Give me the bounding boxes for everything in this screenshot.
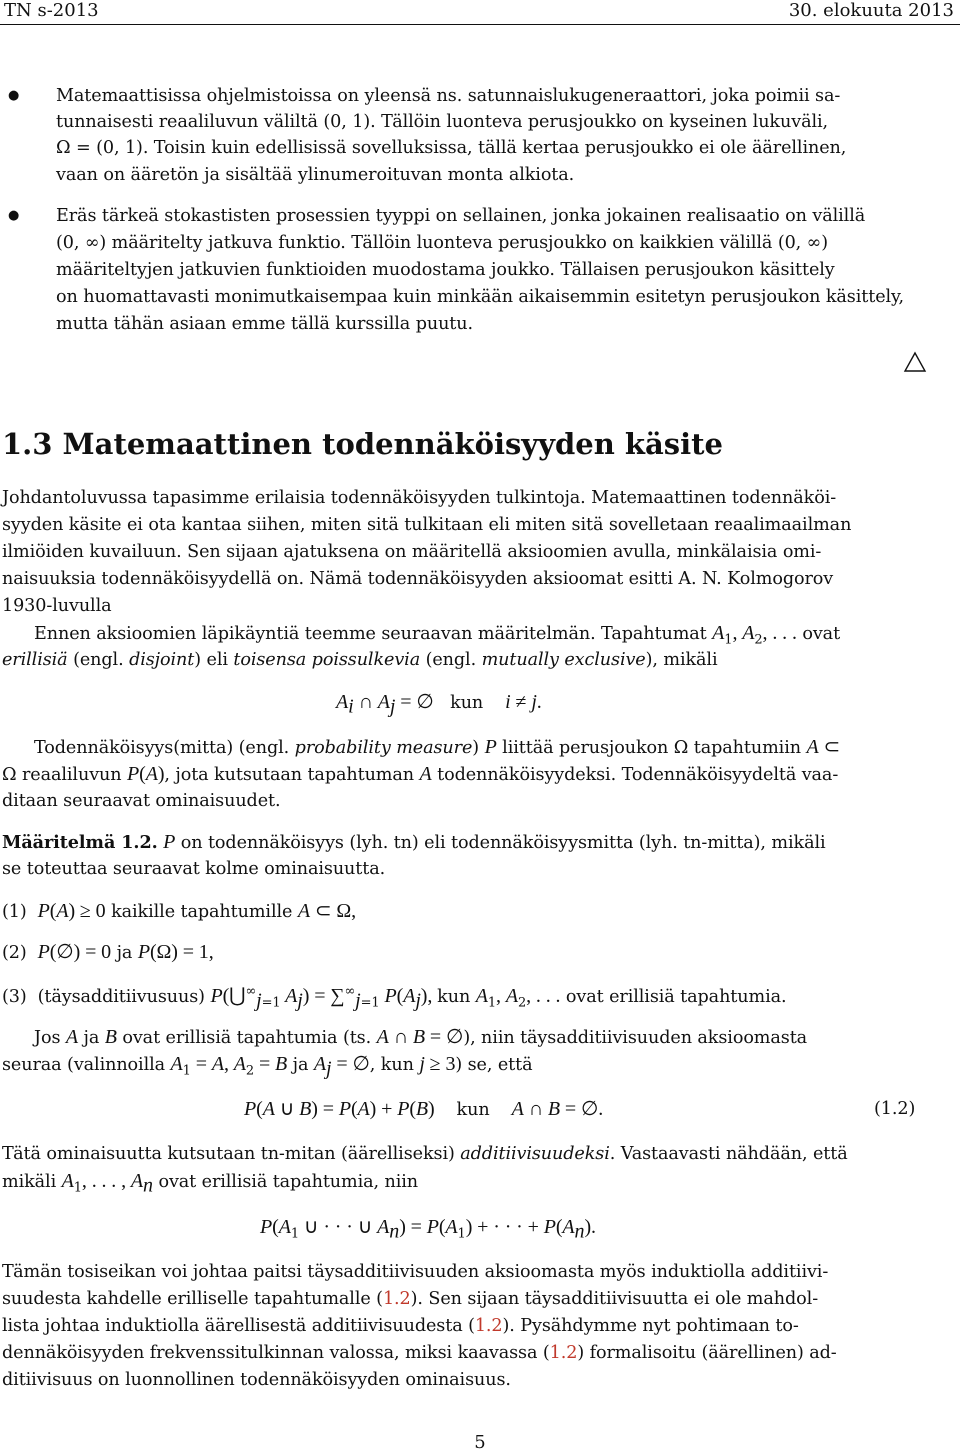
bullet-dot: ● bbox=[8, 88, 20, 103]
para-line: Tätä ominaisuutta kutsutaan tn-mitan (äärelliseksi) additiivisuudeksi. Vastaavasti nähdään, että bbox=[2, 1144, 848, 1164]
equation-ref-link[interactable]: 1.2 bbox=[382, 1289, 411, 1309]
bullet2-line: Eräs tärkeä stokastisten prosessien tyyppi on sellainen, jonka jokainen realisaatio on välillä bbox=[56, 206, 866, 226]
bullet2-line: (0, ∞) määritelty jatkuva funktio. Tällöin luonteva perusjoukko on kaikkien välillä (0, ∞) bbox=[56, 233, 828, 253]
end-of-example-triangle-icon bbox=[903, 351, 927, 373]
bullet2-line: on huomattavasti monimutkaisempaa kuin minkään aikaisemmin esitetyn perusjoukon käsittely, bbox=[56, 287, 905, 307]
definition-line: Määritelmä 1.2. P on todennäköisyys (lyh. tn) eli todennäköisyysmitta (lyh. tn-mitta), mikäli bbox=[2, 831, 826, 853]
page-number: 5 bbox=[474, 1432, 486, 1453]
axiom-3: (3) (täysadditiivusuus) $P(⋃^\infty_{j=1}$ $A_j) = \sum^\infty_{j=1}$ $P(A_j)$, kun $A_1$, $A_2$, . . . ovat erillisiä tapahtumia. bbox=[2, 984, 787, 1012]
definition-label: Määritelmä 1.2. bbox=[2, 832, 158, 853]
additivity-equation: $P(A_1$ ∪ · · · ∪ $A_n) = P(A_1)$ + · · · + $P(A_n)$. bbox=[260, 1216, 596, 1243]
disjoint-line: erillisiä (engl. disjoint) eli toisensa poissulkevia (engl. mutually exclusive), mikäli bbox=[2, 650, 718, 670]
axiom-1: (1) P(A) ≥ 0 kaikille tapahtumille A ⊂ Ω, bbox=[2, 900, 357, 922]
para-line: seuraa (valinnoilla $A_1 = A$, $A_2 = B$ ja $A_j$ = ∅, kun j ≥ 3) se, että bbox=[2, 1053, 533, 1080]
header-date: 30. elokuuta 2013 bbox=[788, 0, 954, 21]
header-left: TN s-2013 bbox=[4, 0, 99, 21]
equation-number: (1.2) bbox=[874, 1099, 916, 1119]
bullet-dot: ● bbox=[8, 208, 20, 223]
bullet2-line: mutta tähän asiaan emme tällä kurssilla puutu. bbox=[56, 314, 474, 334]
measure-line: Ω reaaliluvun P(A), jota kutsutaan tapahtuman A todennäköisyydeksi. Todennäköisyydeltä vaa- bbox=[2, 763, 839, 785]
measure-line: ditaan seuraavat ominaisuudet. bbox=[2, 791, 281, 811]
intro-line: ilmiöiden kuvailuun. Sen sijaan ajatuksena on määritellä aksioomien avulla, minkälaisia omi- bbox=[2, 542, 822, 562]
para-line: lista johtaa induktiolla äärellisestä additiivisuudesta (1.2). Pysähdymme nyt pohtimaan to- bbox=[2, 1316, 799, 1336]
axiom-2: (2) P(∅) = 0 ja P(Ω) = 1, bbox=[2, 941, 214, 963]
para-line: suudesta kahdelle erilliselle tapahtumalle (1.2). Sen sijaan täysadditiivisuutta ei ole mahdol- bbox=[2, 1289, 819, 1309]
intro-line: naisuuksia todennäköisyydellä on. Nämä todennäköisyyden aksioomat esitti A. N. Kolmogorov bbox=[2, 569, 834, 589]
para-line: dennäköisyyden frekvenssitulkinnan valossa, miksi kaavassa (1.2) formalisoitu (äärellinen) ad- bbox=[2, 1343, 837, 1363]
intro-line: syyden käsite ei ota kantaa siihen, miten sitä tulkitaan eli miten sitä sovelletaan reaalimaailman bbox=[2, 515, 852, 535]
bullet1-line: Ω = (0, 1). Toisin kuin edellisissä sovelluksissa, tällä kertaa perusjoukko ei ole äärellinen, bbox=[56, 138, 847, 158]
disjoint-line: Ennen aksioomien läpikäyntiä teemme seuraavan määritelmän. Tapahtumat $A_1$, $A_2$, . . . ovat bbox=[34, 622, 841, 648]
bullet1-line: Matemaattisissa ohjelmistoissa on yleensä ns. satunnaislukugeneraattori, joka poimii sa- bbox=[56, 86, 841, 106]
running-header bbox=[0, 0, 960, 25]
para-line: ditiivisuus on luonnollinen todennäköisyyden ominaisuus. bbox=[2, 1370, 511, 1390]
section-heading: 1.3 Matemaattinen todennäköisyyden käsite bbox=[2, 427, 723, 461]
intro-line: 1930-luvulla bbox=[2, 596, 112, 616]
disjoint-equation: $A_i$ ∩ $A_j$ = ∅ kun i ≠ j. bbox=[336, 691, 542, 718]
bullet2-line: määriteltyjen jatkuvien funktioiden muodostama joukko. Tällaisen perusjoukon käsittely bbox=[56, 260, 835, 280]
para-line: Tämän tosiseikan voi johtaa paitsi täysadditiivisuuden aksioomasta myös induktiolla additiivi- bbox=[2, 1262, 829, 1282]
para-line: mikäli $A_1$, . . . , $A_n$ ovat erillisiä tapahtumia, niin bbox=[2, 1170, 419, 1197]
intro-line: Johdantoluvussa tapasimme erilaisia todennäköisyyden tulkintoja. Matemaattinen todennäköi- bbox=[2, 488, 837, 508]
bullet1-line: tunnaisesti reaaliluvun väliltä (0, 1). Tällöin luonteva perusjoukko on kyseinen lukuväli, bbox=[56, 112, 828, 132]
para-line: Jos A ja B ovat erillisiä tapahtumia (ts. A ∩ B = ∅), niin täysadditiivisuuden aksioomasta bbox=[34, 1026, 808, 1048]
equation-ref-link[interactable]: 1.2 bbox=[474, 1316, 503, 1336]
equation-1-2: P(A ∪ B) = P(A) + P(B) kun A ∩ B = ∅. bbox=[244, 1098, 604, 1120]
bullet1-line: vaan on ääretön ja sisältää ylinumeroituvan monta alkiota. bbox=[56, 165, 575, 185]
definition-line: se toteuttaa seuraavat kolme ominaisuutta. bbox=[2, 859, 386, 879]
equation-ref-link[interactable]: 1.2 bbox=[549, 1343, 578, 1363]
measure-line: Todennäköisyys(mitta) (engl. probability measure) P liittää perusjoukon Ω tapahtumiin A ⊂ bbox=[34, 736, 841, 758]
